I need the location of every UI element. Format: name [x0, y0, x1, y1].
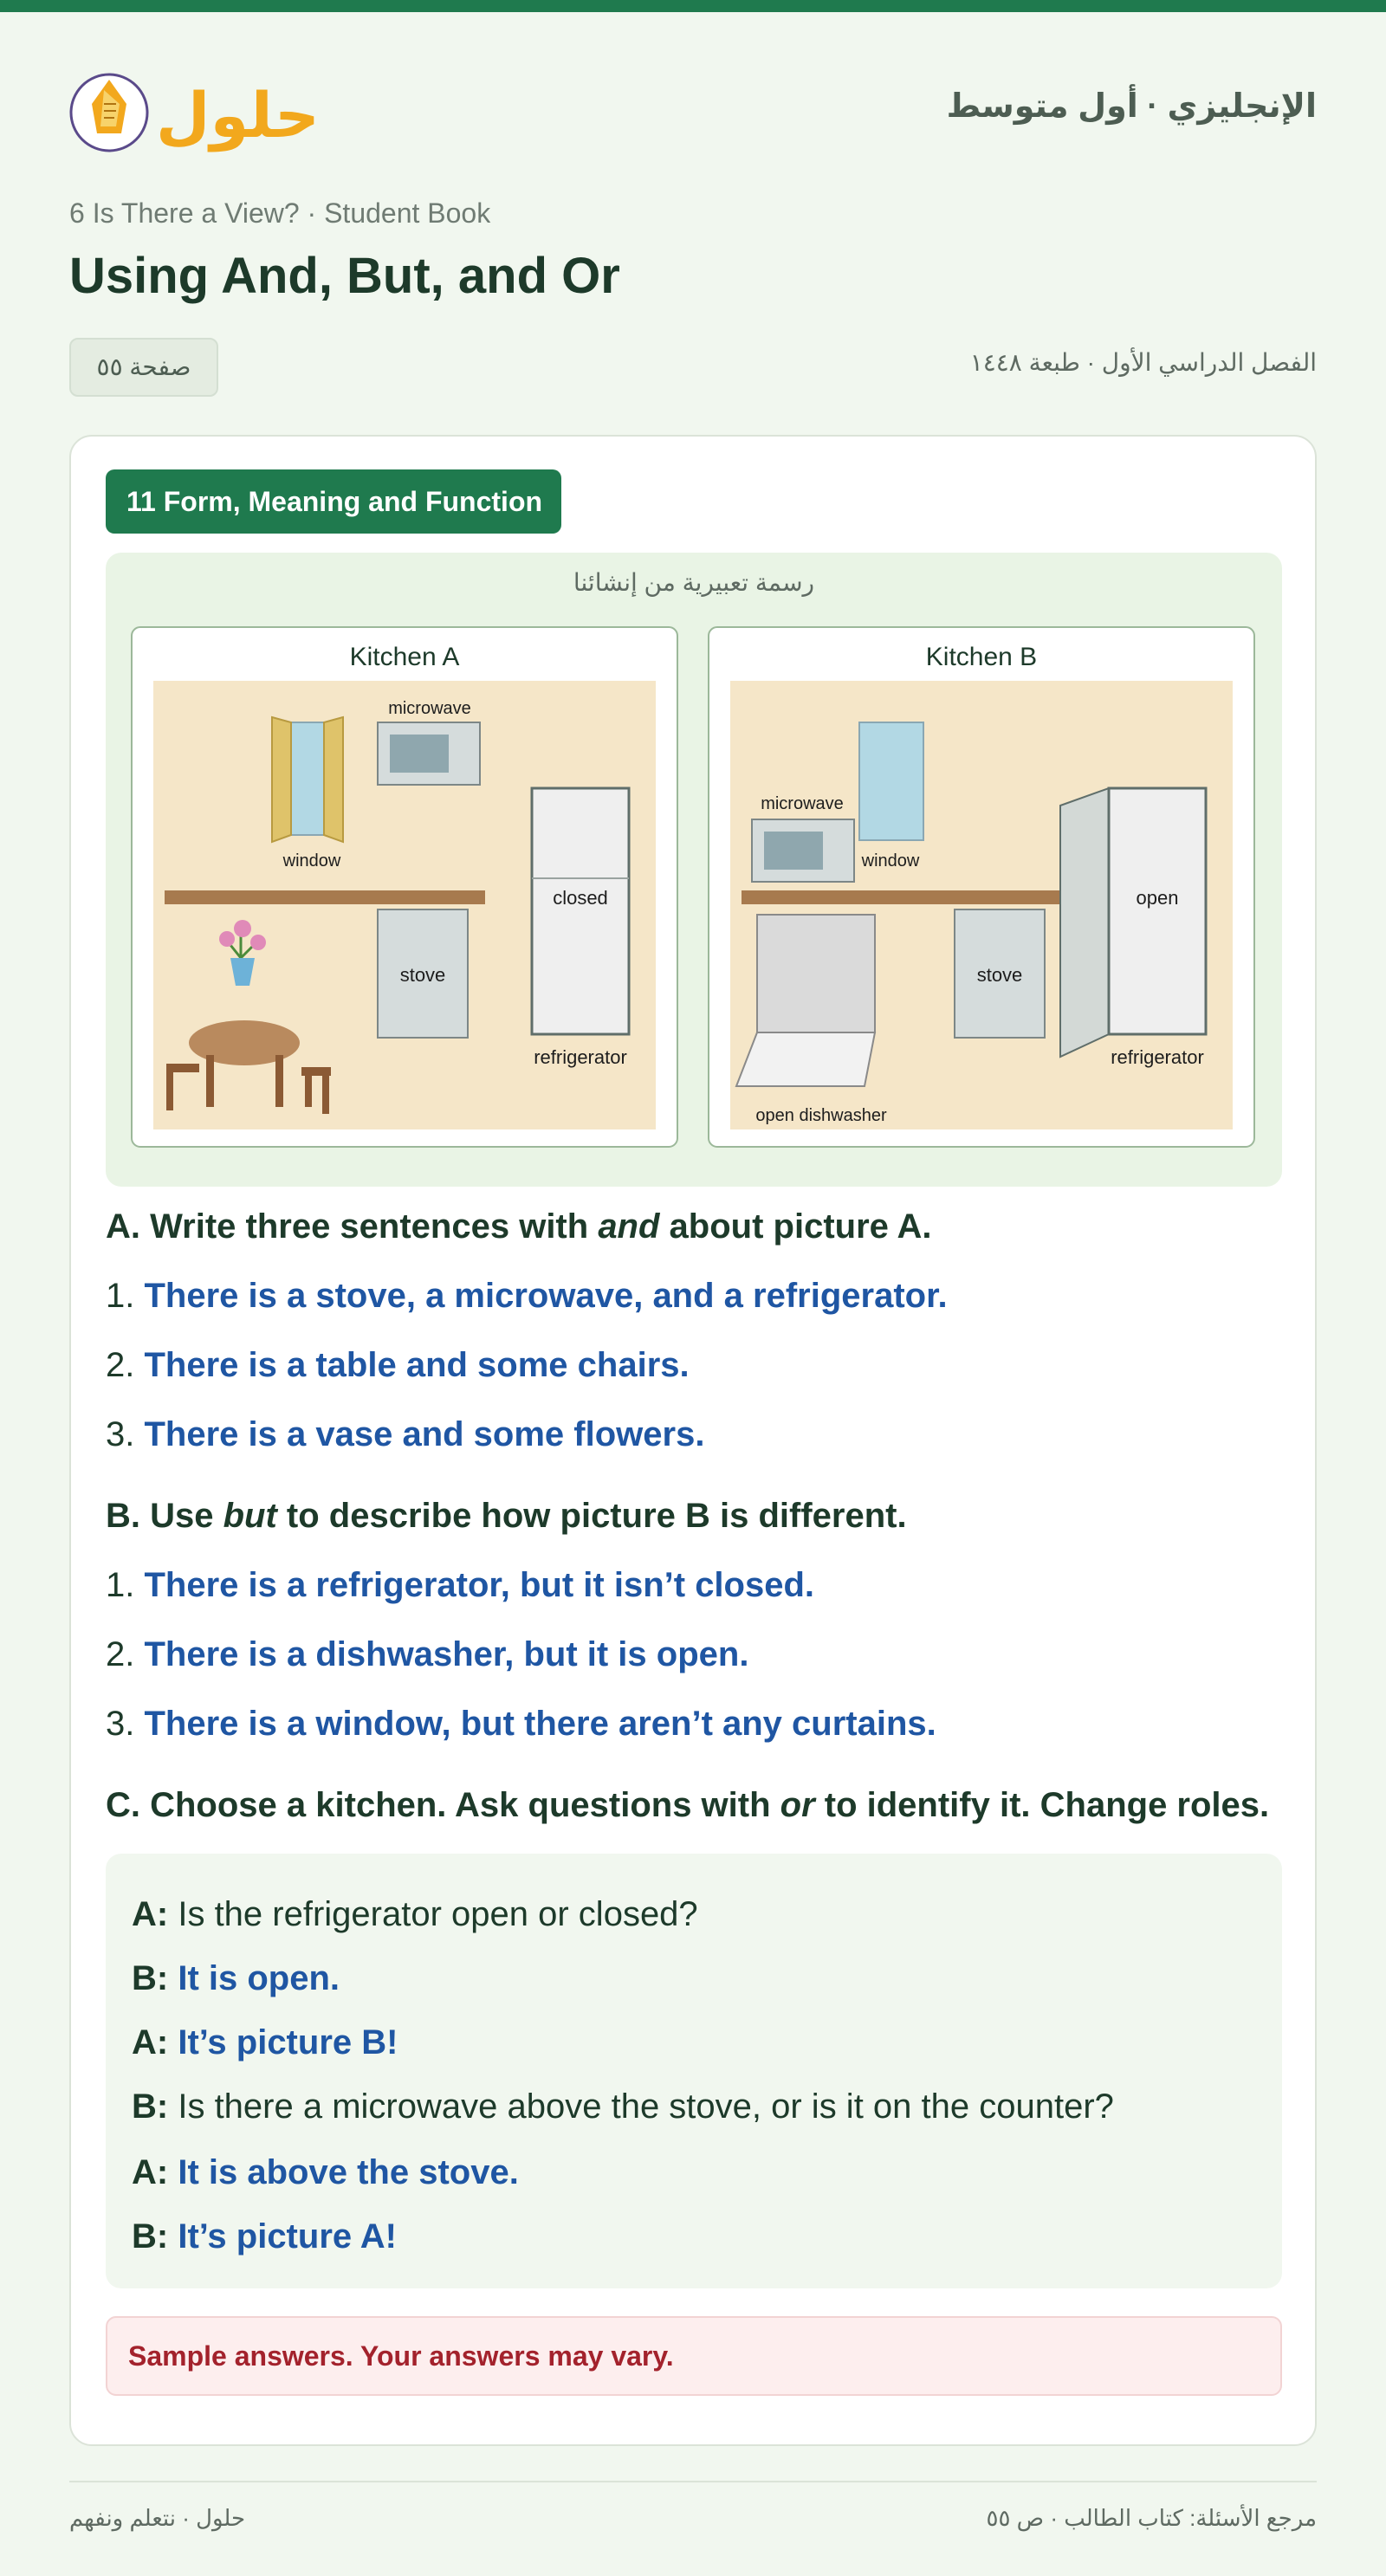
kitchen-b-dishwasher-door [736, 1032, 875, 1086]
part-b-answer-1: 1. There is a refrigerator, but it isn’t closed. [106, 1566, 815, 1604]
part-a-answer-2: 2. There is a table and some chairs. [106, 1346, 690, 1384]
dialog-line: B: It’s picture A! [132, 2217, 397, 2256]
term-info: الفصل الدراسي الأول · طبعة ١٤٤٨ [969, 349, 1317, 376]
content-card [69, 435, 1317, 2446]
page-title: Using And, But, and Or [69, 248, 620, 304]
kitchen-a-window-label: window [282, 851, 341, 871]
part-a-answer-1: 1. There is a stove, a microwave, and a refrigerator. [106, 1277, 948, 1315]
footer-reference: مرجع الأسئلة: كتاب الطالب · ص ٥٥ [986, 2505, 1317, 2531]
subject-title: الإنجليزي · أول متوسط [946, 88, 1317, 125]
breadcrumb: 6 Is There a View? · Student Book [69, 197, 491, 229]
dialog-line: B: Is there a microwave above the stove, or is it on the counter? [132, 2087, 1114, 2126]
kitchen-b-microwave-screen [764, 832, 823, 870]
kitchen-b-fridge-state-label: open [1136, 887, 1179, 909]
kitchen-a-title: Kitchen A [349, 643, 460, 671]
chair-left [166, 1064, 199, 1072]
part-a-title: A. Write three sentences with and about picture A. [106, 1207, 932, 1246]
dialog-line: A: It’s picture B! [132, 2023, 398, 2061]
dialog-line: A: Is the refrigerator open or closed? [132, 1895, 698, 1933]
kitchen-a-curtain-left [272, 717, 291, 842]
kitchen-a-counter [165, 890, 485, 904]
footer-brand: حلول · نتعلم ونفهم [69, 2505, 246, 2531]
kitchen-b-window-label: window [861, 851, 920, 871]
figure-caption: رسمة تعبيرية من إنشائنا [573, 569, 815, 596]
dialog-line: A: It is above the stove. [132, 2153, 519, 2191]
kitchen-b-refrigerator-label: refrigerator [1111, 1046, 1204, 1068]
part-b-answer-2: 2. There is a dishwasher, but it is open. [106, 1635, 749, 1673]
chair-right [301, 1067, 331, 1076]
top-accent-bar [0, 0, 1386, 12]
svg-text:حلول: حلول [156, 79, 320, 152]
kitchen-a-microwave-screen [390, 735, 449, 773]
kitchen-a-refrigerator [532, 788, 629, 1034]
kitchens-illustration [106, 553, 1282, 1187]
kitchen-b-microwave-label: microwave [761, 794, 844, 813]
dialog-line: B: It is open. [132, 1959, 340, 1997]
kitchen-a-refrigerator-label: refrigerator [534, 1046, 627, 1068]
flower-icon [234, 920, 251, 937]
part-a-answer-3: 3. There is a vase and some flowers. [106, 1415, 705, 1453]
flower-icon [250, 935, 266, 950]
kitchen-b-counter [742, 890, 1062, 904]
part-c-title: C. Choose a kitchen. Ask questions with or to identify it. Change roles. [106, 1786, 1270, 1824]
kitchen-a-stove-label: stove [399, 964, 446, 986]
dialog-box [106, 1854, 1282, 2288]
kitchen-b-title: Kitchen B [925, 643, 1038, 671]
kitchen-b-dishwasher [757, 915, 875, 1032]
kitchen-b-dishwasher-label: open dishwasher [755, 1106, 887, 1125]
kitchen-b-refrigerator [1109, 788, 1206, 1034]
kitchen-a-fridge-state-label: closed [553, 887, 608, 909]
footer-divider [69, 2481, 1317, 2482]
kitchens-figure [106, 553, 1282, 1187]
flower-icon [219, 931, 235, 947]
header [69, 61, 1317, 156]
kitchen-b-stove-label: stove [976, 964, 1023, 986]
kitchen-b-fridge-door [1060, 788, 1109, 1057]
part-b-answer-3: 3. There is a window, but there aren’t any curtains. [106, 1705, 936, 1743]
part-b-title: B. Use but to describe how picture B is different. [106, 1497, 907, 1535]
sample-answers-note: Sample answers. Your answers may vary. [106, 2316, 1282, 2396]
page-number-pill: صفحة ٥٥ [69, 338, 218, 397]
section-badge: 11 Form, Meaning and Function [106, 469, 561, 534]
kitchen-a-microwave-label: microwave [388, 699, 471, 718]
hulul-logo [69, 61, 329, 156]
kitchen-a-curtain-right [324, 717, 343, 842]
kitchen-b-window [859, 722, 923, 840]
